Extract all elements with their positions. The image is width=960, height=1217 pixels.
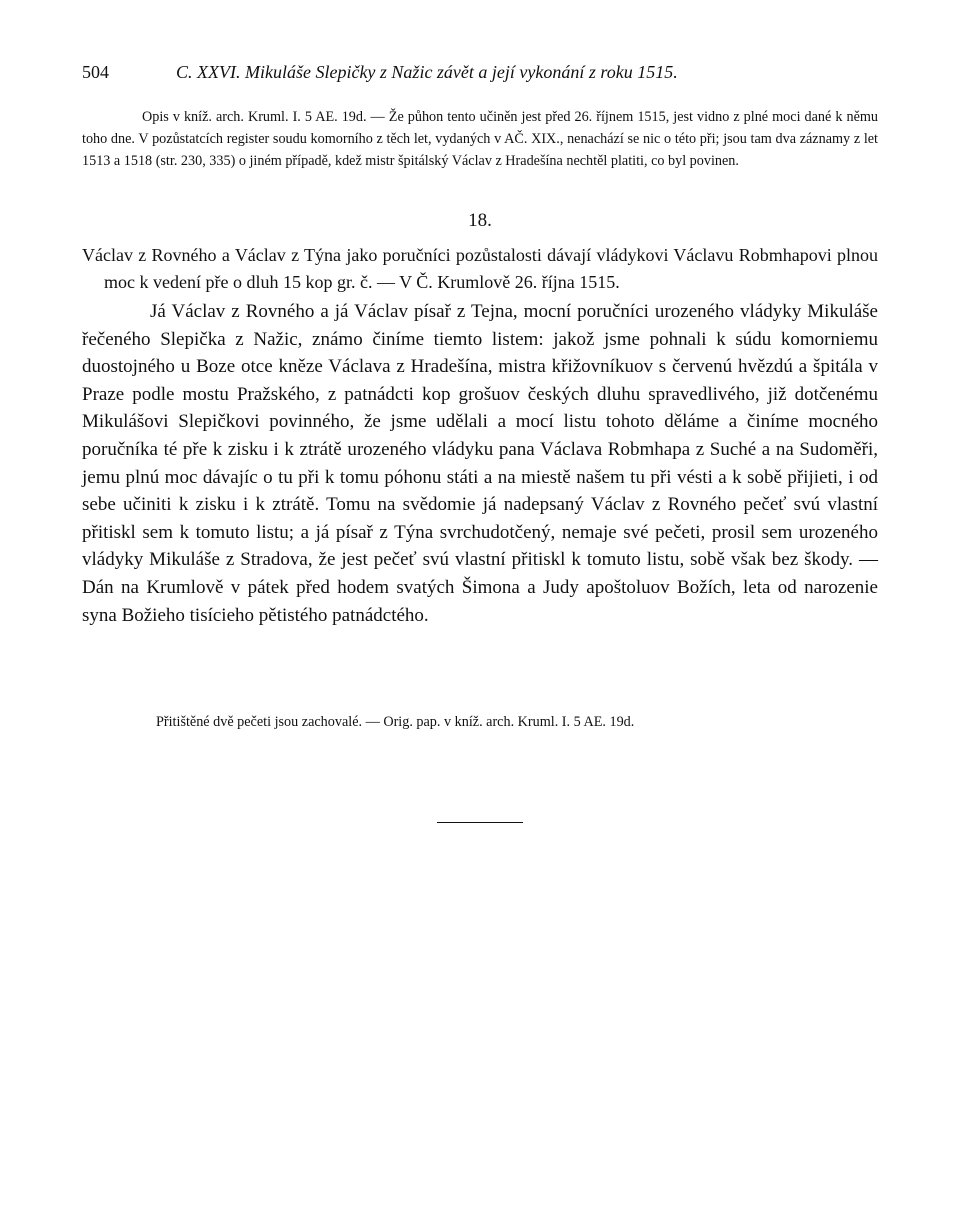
previous-notes-text: Opis v kníž. arch. Kruml. I. 5 AE. 19d. — Že půhon tento učiněn jest před 26. říjnem 1515, jest vidno z plné moci dané k němu toho dne. V pozůstatcích register soudu komorního z těch let, vydaných v AČ. XIX., nenachází se nic o této při; jsou tam dva záznamy z let 1513 a 1518 (str. 230, 335) o jiném případě, kdež mistr špitálský Václav z Hradešína nechtěl platiti, co byl povinen.: [82, 109, 878, 169]
document-regest: [82, 242, 878, 296]
source-note: [82, 711, 878, 733]
source-note-text: Přitištěné dvě pečeti jsou zachovalé. — Orig. pap. v kníž. arch. Kruml. I. 5 AE. 19d.: [156, 714, 635, 730]
document-body: [82, 298, 878, 629]
document-number: 18.: [468, 210, 492, 231]
running-title: C. XXVI. Mikuláše Slepičky z Nažic závět a její vykonání z roku 1515.: [176, 62, 678, 82]
page-number: 504: [82, 62, 109, 82]
section-end-rule: [437, 822, 523, 823]
regest-text: Václav z Rovného a Václav z Týna jako poručníci pozůstalosti dávají vládykovi Václavu Robmhapovi plnou moc k vedení pře o dluh 15 kop gr. č. — V Č. Krumlově 26. října 1515.: [82, 245, 878, 292]
page-header: [82, 62, 882, 88]
document-text: Já Václav z Rovného a já Václav písař z Tejna, mocní poručníci urozeného vládyky Mikuláše řečeného Slepička z Nažic, známo činíme tiemto listem: jakož jsme pohnali k súdu komorniemu duostojného u Boze otce kněze Václava z Hradešína, mistra křižovníkuov s červenú hvězdú a špitála v Praze podle mostu Pražského, z patnádcti kop grošuov českých dluhu spravedlivého, již dotčenému Mikulášovi Slepičkovi povinného, že jsme udělali a mocí listu tohoto děláme a činíme mocného poručníka té pře k zisku i k ztrátě urozeného vládyku pana Václava Robmhapa z Suché a na Sudoměři, jemu plnú moc dávajíc o tu při k tomu póhonu státi a na miestě našem tu při vésti a k sobě přijieti, i od sebe učiniti k zisku i k ztrátě. Tomu na svědomie já nadepsaný Václav z Rovného pečeť svú vlastní přitiskl sem k tomuto listu; a já písař z Týna svrchudotčený, nemaje své pečeti, prosil sem urozeného vládyky Mikuláše z Stradova, že jest pečeť svú vlastní přitiskl k tomuto listu, sobě však bez škody. — Dán na Krumlově v pátek před hodem svatých Šimona a Judy apoštoluov Božích, leta od narozenie syna Božieho tisícieho pětistého patnádctého.: [82, 301, 878, 626]
previous-document-notes: [82, 106, 878, 172]
